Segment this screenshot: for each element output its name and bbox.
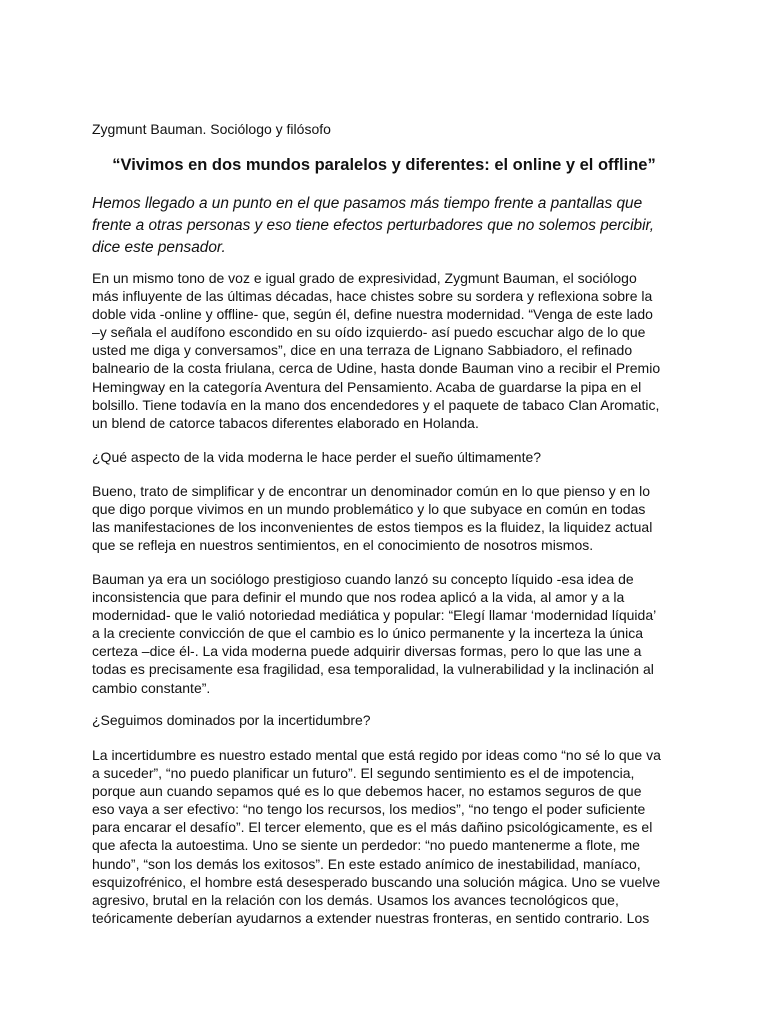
text-line: inconsistencia que para definir el mundo que nos rodea aplicó a la vida, al amor y a la [92, 589, 625, 606]
text-line: ¿Qué aspecto de la vida moderna le hace perder el sueño últimamente? [92, 449, 542, 465]
text-line: esquizofrénico, el hombre está desesperado buscando una solución mágica. Uno se vuelve [92, 873, 661, 890]
text-line: más influyente de las últimas décadas, hace chistes sobre su sordera y reflexiona sobre la [92, 288, 653, 305]
headline: “Vivimos en dos mundos paralelos y diferentes: el online y el offline” [112, 156, 656, 174]
text-line: hundo”, “son los demás los exitosos”. En este estado anímico de inestabilidad, maníaco, [92, 855, 641, 872]
text-line: Bueno, trato de simplificar y de encontrar un denominador común en lo que pienso y en lo [92, 483, 651, 499]
text-line: que afecta la autoestima. Uno se siente un perdedor: “no puedo mantenerme a flote, me [92, 837, 640, 854]
text-line: que digo porque vivimos en un mundo problemático y lo que subyace en común en todas [92, 501, 646, 518]
text-line: Bauman ya era un sociólogo prestigioso cuando lanzó su concepto líquido -esa idea de [92, 571, 634, 587]
byline: Zygmunt Bauman. Sociólogo y filósofo [92, 121, 331, 137]
text-line: modernidad- que le valió notoriedad mediática y popular: “Elegí llamar ‘modernidad líquida’ [92, 607, 657, 624]
text-line: que se refleja en nuestros sentimientos, en el conocimiento de nosotros mismos. [92, 537, 594, 554]
text-line: las manifestaciones de los inconvenientes de estos tiempos es la fluidez, la liquidez actual [92, 519, 653, 536]
answer-paragraph-1 [92, 482, 676, 554]
interview-question-1 [92, 448, 676, 466]
text-line: balneario de la costa friulana, cerca de Udine, hasta donde Bauman vino a recibir el Premio [92, 360, 661, 377]
text-line: ¿Seguimos dominados por la incertidumbre? [92, 712, 371, 728]
text-line: un blend de catorce tabacos diferentes elaborado en Holanda. [92, 414, 479, 431]
lead-paragraph [92, 193, 676, 259]
answer-paragraph-2 [92, 746, 676, 927]
text-line: bolsillo. Tiene todavía en la mano dos encendedores y el paquete de tabaco Clan Aromatic, [92, 396, 660, 413]
text-line: agresivo, brutal en la relación con los demás. Usamos los avances tecnológicos que, [92, 891, 619, 908]
text-line: Hemingway en la categoría Aventura del Pensamiento. Acaba de guardarse la pipa en el [92, 378, 642, 395]
lead-line: Hemos llegado a un punto en el que pasamos más tiempo frente a pantallas que [92, 195, 643, 212]
text-line: –y señala el audífono escondido en su oído izquierdo- así puedo escuchar algo de lo que [92, 324, 646, 341]
body-paragraph-liquid-modernity [92, 570, 676, 697]
text-line: certeza –dice él-. La vida moderna puede adquirir diversas formas, pero lo que las une a [92, 643, 642, 660]
text-line: todas es precisamente esa fragilidad, esa temporalidad, la vulnerabilidad y la inclinación al [92, 661, 654, 678]
text-line: En un mismo tono de voz e igual grado de expresividad, Zygmunt Bauman, el sociólogo [92, 270, 637, 286]
body-paragraph-intro [92, 269, 676, 432]
text-line: doble vida -online y offline- que, según él, define nuestra modernidad. “Venga de este lado [92, 306, 653, 323]
text-line: cambio constante”. [92, 679, 211, 696]
text-line: La incertidumbre es nuestro estado mental que está regido por ideas como “no sé lo que va [92, 747, 661, 763]
text-line: porque aun cuando sepamos qué es lo que debemos hacer, no estamos seguros de que [92, 783, 642, 800]
text-line: eso vaya a ser efectivo: “no tengo los recursos, los medios”, “no tengo el poder suficiente [92, 801, 646, 818]
lead-line: frente a otras personas y eso tiene efectos perturbadores que no solemos percibir, [92, 217, 655, 234]
text-line: teóricamente deberían ayudarnos a extender nuestras fronteras, en sentido contrario. Los [92, 909, 650, 926]
lead-line: dice este pensador. [92, 239, 226, 256]
text-line: a suceder”, “no puedo planificar un futuro”. El segundo sentimiento es el de impotencia, [92, 765, 635, 782]
text-line: para encarar el desafío”. El tercer elemento, que es el más dañino psicológicamente, es el [92, 819, 653, 836]
interview-question-2 [92, 711, 676, 729]
text-line: a la creciente convicción de que el cambio es lo único permanente y la incerteza la única [92, 625, 643, 642]
text-line: usted me diga y conversamos”, dice en una terraza de Lignano Sabbiadoro, el refinado [92, 342, 633, 359]
